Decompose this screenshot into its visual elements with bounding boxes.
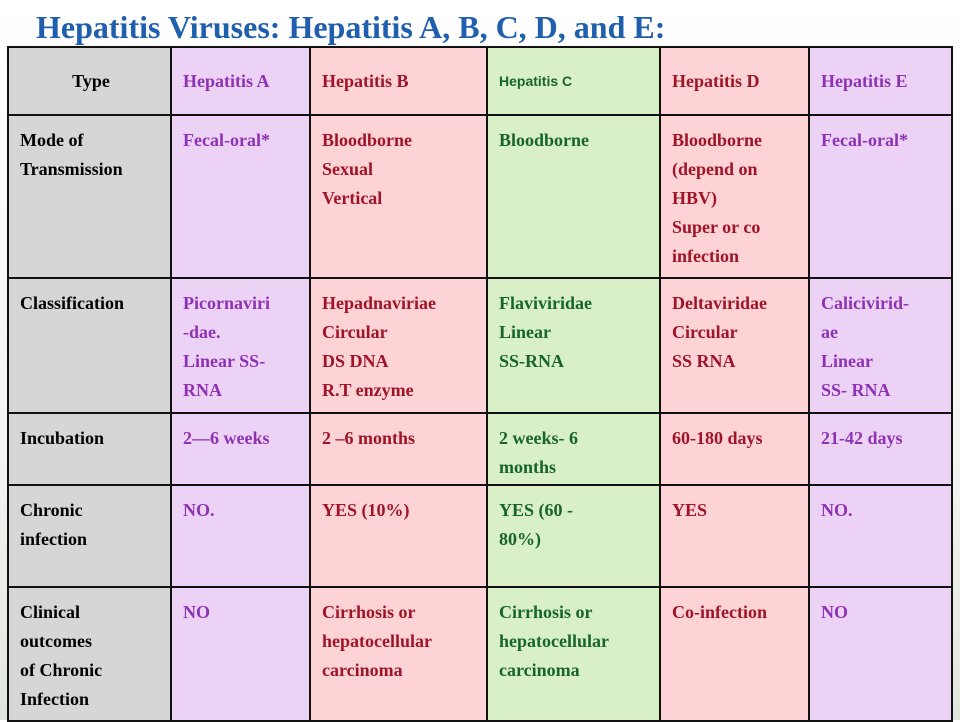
table-cell <box>310 587 487 721</box>
cell-line: Picornaviri <box>183 293 270 313</box>
header-hepatitis-a <box>171 47 310 115</box>
row-label <box>8 115 171 278</box>
cell-line: Cirrhosis or <box>322 602 416 622</box>
cell-line: Sexual <box>322 159 374 179</box>
cell-line: Linear <box>821 351 873 371</box>
cell-line: Mode of <box>20 130 84 150</box>
cell-line: SS-RNA <box>499 351 565 371</box>
cell-line: Hepadnaviriae <box>322 293 437 313</box>
header-type <box>8 47 171 115</box>
cell-line: NO <box>183 602 210 622</box>
cell-line: infection <box>672 246 739 266</box>
table-cell <box>171 278 310 413</box>
table-cell <box>171 413 310 485</box>
cell-line: hepatocellular <box>322 631 432 651</box>
table-cell <box>487 278 660 413</box>
header-label: Hepatitis C <box>499 72 573 89</box>
table-cell <box>660 115 809 278</box>
cell-line: Vertical <box>322 188 383 208</box>
table-cell <box>171 587 310 721</box>
table-cell <box>487 115 660 278</box>
table-cell <box>487 587 660 721</box>
table-cell <box>171 485 310 587</box>
cell-line: 2—6 weeks <box>183 428 270 448</box>
table-row-chronic-infection <box>8 485 952 587</box>
cell-line: Deltaviridae <box>672 293 767 313</box>
cell-line: RNA <box>183 380 222 400</box>
table-row-clinical-outcomes <box>8 587 952 721</box>
cell-line: (depend on <box>672 159 758 179</box>
table-cell <box>809 587 952 721</box>
cell-line: YES (60 - <box>499 500 574 520</box>
header-label: Hepatitis A <box>183 70 270 91</box>
cell-line: Linear <box>499 322 551 342</box>
cell-line: -dae. <box>183 322 221 342</box>
header-label: Hepatitis B <box>322 70 409 91</box>
cell-line: Infection <box>20 689 89 709</box>
cell-line: Calicivirid- <box>821 293 909 313</box>
table-cell <box>310 115 487 278</box>
table-cell <box>487 485 660 587</box>
cell-line: Co-infection <box>672 602 767 622</box>
cell-line: Clinical <box>20 602 81 622</box>
table-cell <box>809 115 952 278</box>
cell-line: NO. <box>821 500 853 520</box>
table-body <box>8 47 952 721</box>
cell-line: Transmission <box>20 159 123 179</box>
cell-line: 2 weeks- 6 <box>499 428 578 448</box>
table-cell <box>487 413 660 485</box>
cell-line: Classification <box>20 293 125 313</box>
table-row-classification <box>8 278 952 413</box>
table-cell <box>809 278 952 413</box>
table-cell <box>171 115 310 278</box>
cell-line: Flaviviridae <box>499 293 592 313</box>
table-cell <box>660 485 809 587</box>
table-cell <box>310 278 487 413</box>
header-label: Type <box>72 70 110 91</box>
table-cell <box>310 485 487 587</box>
cell-line: Bloodborne <box>499 130 590 150</box>
cell-line: outcomes <box>20 631 92 651</box>
cell-line: Bloodborne <box>322 130 413 150</box>
table-row-incubation <box>8 413 952 485</box>
cell-line: 80%) <box>499 529 541 549</box>
header-hepatitis-e <box>809 47 952 115</box>
cell-line: YES <box>672 500 708 520</box>
row-label <box>8 587 171 721</box>
cell-line: R.T enzyme <box>322 380 414 400</box>
cell-line: 60-180 days <box>672 428 763 448</box>
header-row <box>8 47 952 115</box>
header-label: Hepatitis D <box>672 70 760 91</box>
cell-line: NO <box>821 602 848 622</box>
cell-line: Incubation <box>20 428 105 448</box>
table-cell <box>660 413 809 485</box>
header-label: Hepatitis E <box>821 70 908 91</box>
table-cell <box>660 278 809 413</box>
table-cell <box>310 413 487 485</box>
header-hepatitis-b <box>310 47 487 115</box>
cell-line: carcinoma <box>499 660 580 680</box>
cell-line: Fecal-oral* <box>183 130 270 150</box>
cell-line: infection <box>20 529 87 549</box>
table-cell <box>809 485 952 587</box>
table-row-transmission <box>8 115 952 278</box>
table-cell <box>809 413 952 485</box>
cell-line: Fecal-oral* <box>821 130 908 150</box>
cell-line: of Chronic <box>20 660 103 680</box>
row-label <box>8 485 171 587</box>
cell-line: months <box>499 457 557 477</box>
cell-line: Linear SS- <box>183 351 266 371</box>
header-hepatitis-c <box>487 47 660 115</box>
cell-line: hepatocellular <box>499 631 609 651</box>
slide-title: Hepatitis Viruses: Hepatitis A, B, C, D, and E: <box>36 9 666 45</box>
cell-line: Bloodborne <box>672 130 763 150</box>
cell-line: HBV) <box>672 188 717 208</box>
table-cell <box>660 587 809 721</box>
row-label <box>8 413 171 485</box>
cell-line: Circular <box>672 322 738 342</box>
header-hepatitis-d <box>660 47 809 115</box>
cell-line: SS- RNA <box>821 380 891 400</box>
cell-line: 2 –6 months <box>322 428 416 448</box>
hepatitis-comparison-table <box>7 46 953 722</box>
cell-line: DS DNA <box>322 351 389 371</box>
cell-line: ae <box>821 322 838 342</box>
cell-line: YES (10%) <box>322 500 410 520</box>
cell-line: 21-42 days <box>821 428 903 448</box>
cell-line: Circular <box>322 322 388 342</box>
cell-line: Chronic <box>20 500 83 520</box>
cell-line: carcinoma <box>322 660 403 680</box>
cell-line: Super or co <box>672 217 761 237</box>
cell-line: NO. <box>183 500 215 520</box>
cell-line: SS RNA <box>672 351 736 371</box>
row-label <box>8 278 171 413</box>
cell-line: Cirrhosis or <box>499 602 593 622</box>
